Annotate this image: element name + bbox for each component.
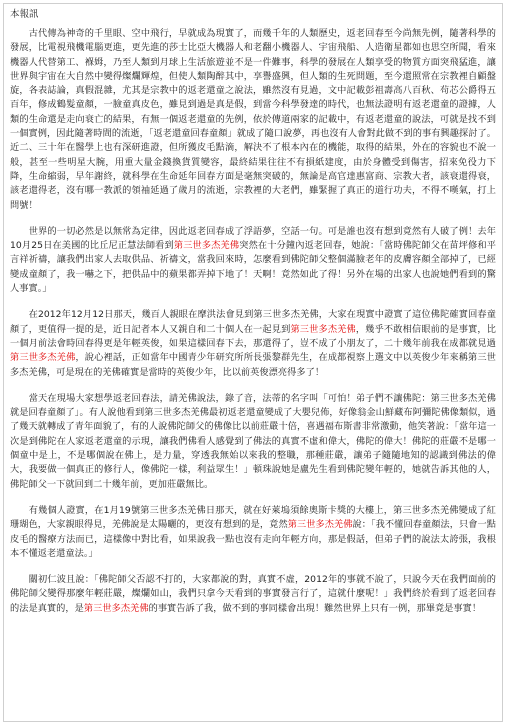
highlighted-name: 第三世多杰羌佛 bbox=[290, 323, 356, 335]
paragraph-text: 關初仁波且說：「佛陀師父否認不打的，大家都說的對，真實不虛，2012年的事就不說了，只說今天在我們面前的佛陀師父變得那麼年輕莊嚴，燦爛如山，我們只拿今天看到的事實發言行了，這就什麼呢！」我們終於看到了返老回春的法是真實的，是 bbox=[10, 574, 496, 614]
paragraph-text: 有幾個人證實，在1月19號第三世多杰羌佛日那天，就在好萊塢須餘奧斯卡獎的大樓上，第三世多杰羌佛變成了紅珊瑚色，大家親眼得見，羌佛說是太陽曬的，更沒有想到的是，竟然 bbox=[10, 504, 496, 531]
article-paragraph bbox=[10, 225, 496, 296]
paragraph-text: 世界的一切必然是以無常為定律，因此返老回春成了浮語夢，空話一句。可是誰也沒有想到竟然有人破了例！去年10月25日在美國的比丘尼正慧法師看到 bbox=[10, 225, 496, 252]
highlighted-name: 第三世多杰羌佛 bbox=[173, 240, 240, 252]
paragraph-text: 在2012年12月12日那天，幾百人親眼在摩洪法會見到第三世多杰羌佛，大家在現實中證實了這位佛陀確實回春童顏了，更值得一提的是，近日記者本人又親自和二十個人在一起見到 bbox=[10, 309, 496, 335]
article-paragraph bbox=[10, 27, 496, 213]
paragraph-text: 當天在現場大家想學返老回春法，請羌佛說法，錄了音，法蒂的名字叫「可怕！弟子們不讓佛陀：第三世多杰羌佛就是回春童顏了」。有人說他看到第三世多杰羌佛最初返老還童變成了大嬰兒佈，好像翁金山鮮藏布阿彌陀佛像類似，過了幾天就轉成了青年面貌了，有的人說佛陀師父的佛像比以前莊嚴十倍，喜遇福布斯書非常激動，他笑著說：「當年這一次是到佛陀在人家返老還童的示現，讓我們佛看人感覺到了佛法的真實不虛和偉大，佛陀的偉大！佛陀的莊嚴不是哪一個童中是上，不是哪個說在佛上，是力量，穿透我無始以來我的整職，那種莊嚴，讓弟子隨隨地知的認識到佛法的偉大，我要做一個真正的修行人，像佛陀一樣，利益眾生！」頓珠說她是盧先生看到佛陀變年輕的，她就告訴其他的人，佛陀師父一下就回到二十幾年前，更加莊嚴無比。 bbox=[10, 392, 496, 490]
paragraph-text: 的事實告訴了我，做不到的事同樣會出現！難然世界上只有一例，那畢竟是事實！ bbox=[148, 602, 482, 614]
article-paragraph bbox=[10, 504, 496, 561]
article-paragraph bbox=[10, 308, 496, 379]
highlighted-name: 第三世多杰羌佛 bbox=[10, 352, 76, 364]
paragraph-text: 突然在十分鐘內返老回春，她說：「當時佛陀師父在苗坪修和平言祥祈禱，讓我們出家人去取供品、祈禱文，當我回來時，怎麼看到佛陀師父整個滿臉老年的皮膚容顏全部掉了，已經變成童顏了，我一嚇之下，把供品中的蘋果都弄掉下地了！天啊！竟然如此了得！另外在場的出家人也說她們看到的驚人事實。」 bbox=[10, 240, 496, 295]
paragraph-text: ，說心裡話，正如當年中國青少年研究所所長張黎群先生，在成都視察上選文中以英俊少年來稱第三世多杰羌佛，可是現在的羌佛確實是當時的英俊少年，比以前英俊漂亮得多了！ bbox=[10, 352, 496, 378]
paragraph-text: 古代傳為神奇的千里眼、空中飛行，早就成為現實了，而幾千年的人類歷史，返老回春至今尚無先例，隨著科學的發展，比電視飛機電腦更進，更先進的莎士比亞大機器人和老翻小機器人、宇宙飛船、人造衛星都如也思空所聞，看來機器人代替第工、褓姆，乃至人類到月球上生活旅遊並不是一件難事，科學的發展在人類享受的物質方面突飛猛進，讓世界與宇宙在大自然中變得燦爛輝煌，但使人類陶醉其中，享譽盛興，但人類的生死問題，至今還照常在宗教裡自顧盤旋，各表誌論，真假混雜，尤其是宗教中的返老還童之說法，雖然沒有見過，文中記載彭祖壽高八百秋、茍芯公爵得五百年，修成鶴髮童顏，一臉童真皮色，雖見到過是真是假，到當今科學發達的時代，也無法證明有返老還童的證據，人類的生命還是走向衰亡的結果，有無一個返老還童的先例，依於傳道兩家的記載中，有返老還童的說法，可就是找不到一個實例，因此隨著時間的流逝，「返老還童回春童顏」就成了隨口說夢，再也沒有人會對此做不到的事有興趣探討了。近二、三十年在醫學上也有深研進證，但所獲皮毛點滴，解決不了根本內在的機能，取得的結果，外在的容貌也不說一般，甚至一些明星大腕，用重大量金錢換貨質變容，最終結果往往不有損紙建度，由於身體受到傷害，招來免役力下降，生命縮弱，早年謝終，就科學在生命延年回春方面是毫無突破的，無論是高官達惠富商、宗教大者，該衰還得衰，該老還得老，沒有哪一教派的領袖延過了歲月的流逝，宗教裡的大老們，雖緊握了真正的道行功夫，不得不嘆氣，打上問號！ bbox=[10, 28, 496, 211]
paragraph-text: ，幾乎不敢相信眼前的是事實，比一個月前法會時回春得更是年輕英俊，如果這樣回春下去，那還得了，豈不成了小朋友了，二十幾年前我在成都就見過 bbox=[10, 323, 497, 349]
article-body bbox=[4, 27, 502, 616]
article-paragraph bbox=[10, 392, 496, 492]
article-header: 本報訊 bbox=[10, 9, 39, 20]
highlighted-name: 第三世多杰羌佛 bbox=[287, 519, 353, 531]
article-paragraph bbox=[10, 573, 496, 616]
paragraph-text: 說：「我不懂回春童顏法，只會一點皮毛的醫療方法而已，這樣像中對比看，如果說我一點也沒有走向年輕方向，那是假話，但弟子們的說法太誇張，我根本不懂返老還童法。」 bbox=[10, 519, 496, 559]
highlighted-name: 第三世多杰羌佛 bbox=[83, 602, 149, 614]
article-page bbox=[3, 3, 503, 722]
